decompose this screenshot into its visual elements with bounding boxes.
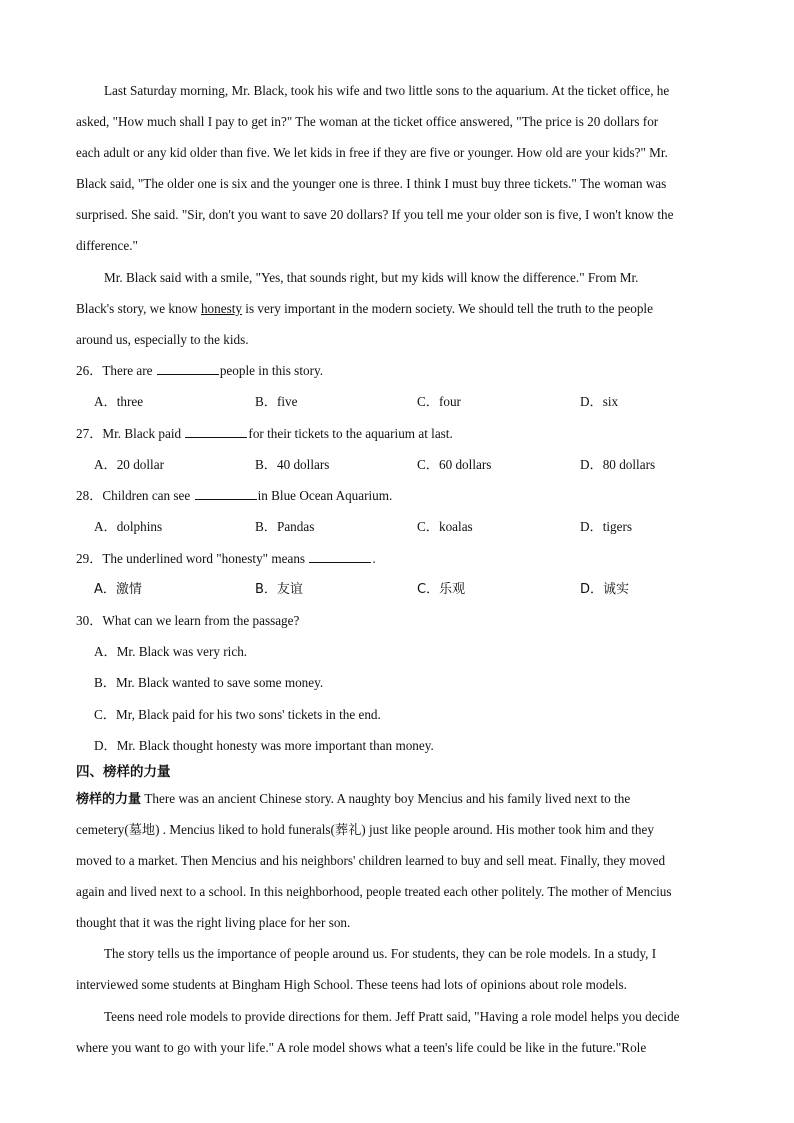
options-27 bbox=[94, 456, 694, 474]
question-number: 30． bbox=[76, 613, 103, 628]
passage-line: The story tells us the importance of people around us. For students, they can be role models. In a study, I bbox=[104, 946, 657, 961]
option-d[interactable]: D．Mr. Black thought honesty was more important than money. bbox=[94, 738, 434, 753]
question-27 bbox=[76, 425, 453, 443]
option-b[interactable]: B．40 dollars bbox=[255, 457, 330, 472]
options-28 bbox=[94, 518, 694, 536]
options-26 bbox=[94, 393, 694, 411]
section-title-inline: 榜样的力量 bbox=[76, 792, 142, 807]
question-text: The underlined word "honesty" means bbox=[102, 551, 309, 566]
option-b[interactable]: B．five bbox=[255, 394, 298, 409]
section-heading: 四、榜样的力量 bbox=[76, 764, 171, 780]
passage-line: Black said, "The older one is six and the younger one is three. I think I must buy three tickets." The woman was bbox=[76, 176, 667, 191]
passage-line: around us, especially to the kids. bbox=[76, 332, 249, 347]
question-29 bbox=[76, 550, 376, 568]
option-c[interactable]: C．four bbox=[417, 394, 461, 409]
answer-blank bbox=[157, 362, 219, 375]
question-28 bbox=[76, 487, 392, 505]
passage-text: There was an ancient Chinese story. A naughty boy Mencius and his family lived next to the bbox=[141, 791, 631, 806]
question-text: . bbox=[372, 551, 376, 566]
passage-line: Last Saturday morning, Mr. Black, took his wife and two little sons to the aquarium. At the ticket office, he bbox=[104, 83, 670, 98]
question-text: Mr. Black paid bbox=[102, 426, 185, 441]
question-text: What can we learn from the passage? bbox=[102, 613, 300, 628]
option-d[interactable]: D．six bbox=[580, 394, 619, 409]
passage-line: surprised. She said. "Sir, don't you want to save 20 dollars? If you tell me your older son is five, I won't know the bbox=[76, 207, 674, 222]
passage-line: thought that it was the right living place for her son. bbox=[76, 915, 351, 930]
option-d[interactable]: D．诚实 bbox=[580, 582, 630, 597]
option-a[interactable]: A．激情 bbox=[94, 582, 142, 597]
question-number: 29． bbox=[76, 551, 103, 566]
passage-line: cemetery(墓地) . Mencius liked to hold funerals(葬礼) just like people around. His mother took him and they bbox=[76, 822, 654, 837]
option-a[interactable]: A．20 dollar bbox=[94, 457, 164, 472]
passage-line: asked, "How much shall I pay to get in?" The woman at the ticket office answered, "The price is 20 dollars for bbox=[76, 114, 659, 129]
passage-line: Mr. Black said with a smile, "Yes, that sounds right, but my kids will know the difference." From Mr. bbox=[104, 270, 639, 285]
question-text: There are bbox=[102, 363, 156, 378]
question-text: for their tickets to the aquarium at last. bbox=[248, 426, 453, 441]
question-26 bbox=[76, 362, 323, 380]
passage-line bbox=[76, 790, 748, 809]
option-d[interactable]: D．80 dollars bbox=[580, 457, 656, 472]
passage-line: each adult or any kid older than five. We let kids in free if they are five or younger. How old are your kids?" Mr. bbox=[76, 145, 668, 160]
option-a[interactable]: A．three bbox=[94, 394, 144, 409]
question-text: in Blue Ocean Aquarium. bbox=[257, 488, 393, 503]
passage-line: moved to a market. Then Mencius and his neighbors' children learned to buy and sell meat. Finally, they moved bbox=[76, 853, 666, 868]
option-c[interactable]: C．60 dollars bbox=[417, 457, 492, 472]
option-c[interactable]: C．Mr, Black paid for his two sons' tickets in the end. bbox=[94, 707, 381, 722]
passage-line: Teens need role models to provide directions for them. Jeff Pratt said, "Having a role model helps you decide bbox=[104, 1009, 680, 1024]
option-b[interactable]: B．Mr. Black wanted to save some money. bbox=[94, 675, 324, 690]
passage-text: Black's story, we know bbox=[76, 301, 201, 316]
answer-blank bbox=[185, 425, 247, 438]
option-b[interactable]: B．Pandas bbox=[255, 519, 315, 534]
question-text: people in this story. bbox=[219, 363, 323, 378]
option-c[interactable]: C．乐观 bbox=[417, 582, 466, 597]
passage-line bbox=[76, 300, 748, 318]
option-d[interactable]: D．tigers bbox=[580, 519, 633, 534]
question-30 bbox=[76, 612, 299, 630]
option-b[interactable]: B．友谊 bbox=[255, 582, 303, 597]
passage-line: interviewed some students at Bingham High School. These teens had lots of opinions about role models. bbox=[76, 977, 627, 992]
question-number: 26． bbox=[76, 363, 103, 378]
option-a[interactable]: A．Mr. Black was very rich. bbox=[94, 644, 248, 659]
passage-text: is very important in the modern society. We should tell the truth to the people bbox=[245, 301, 653, 316]
passage-line: difference." bbox=[76, 238, 138, 253]
answer-blank bbox=[309, 550, 371, 563]
question-number: 27． bbox=[76, 426, 103, 441]
answer-blank bbox=[195, 487, 257, 500]
passage-line: where you want to go with your life." A role model shows what a teen's life could be like in the future."Role bbox=[76, 1040, 647, 1055]
question-text: Children can see bbox=[102, 488, 194, 503]
options-29 bbox=[94, 581, 694, 599]
underlined-word: honesty bbox=[200, 301, 242, 316]
option-a[interactable]: A．dolphins bbox=[94, 519, 163, 534]
question-number: 28． bbox=[76, 488, 103, 503]
passage-line: again and lived next to a school. In this neighborhood, people treated each other politely. The mother of Mencius bbox=[76, 884, 672, 899]
option-c[interactable]: C．koalas bbox=[417, 519, 473, 534]
